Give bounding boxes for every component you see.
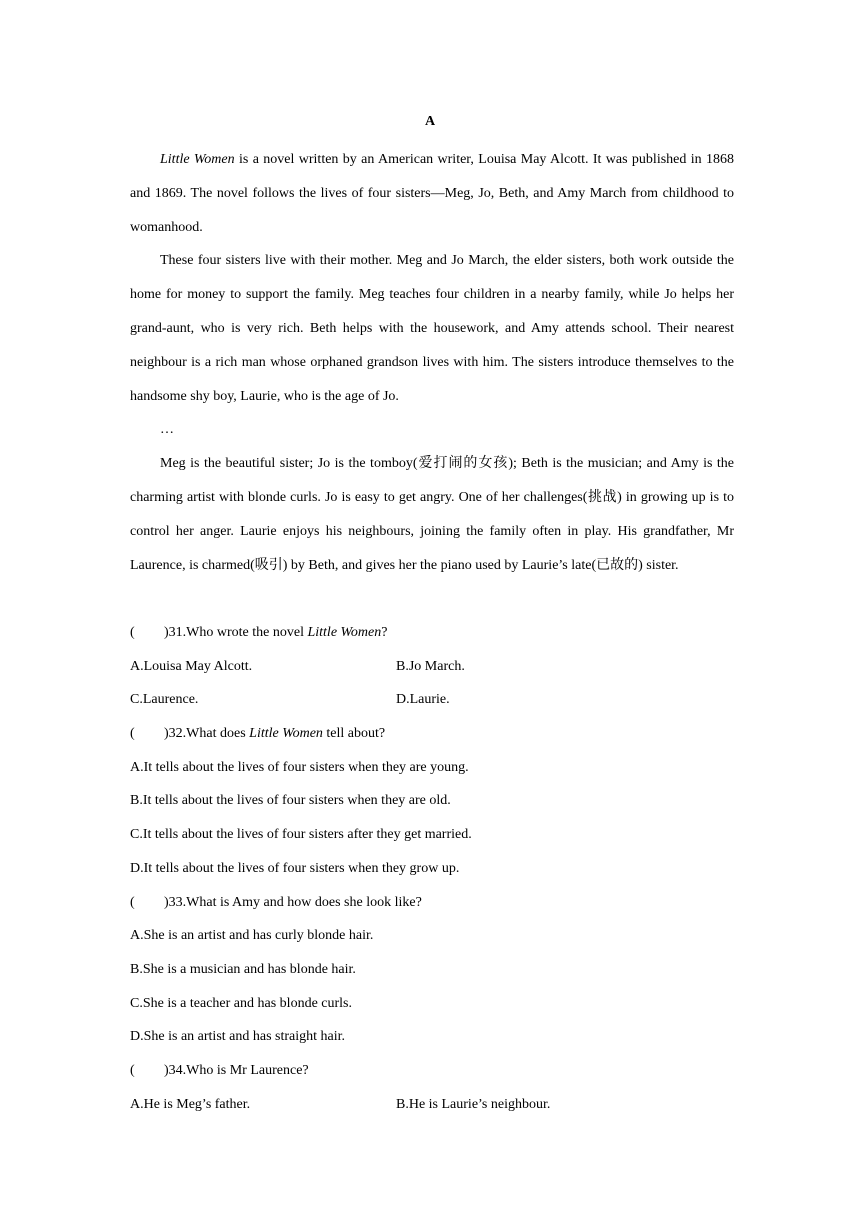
q32-option-c: C.It tells about the lives of four sisters after they get married. [130,827,472,843]
answer-bracket-open: ( [130,726,135,742]
question-31-options-ab [130,650,734,684]
question-32-title: Little Women [249,726,323,742]
q33-option-b: B.She is a musician and has blonde hair. [130,961,356,977]
question-32 [130,717,734,751]
q33-option-a: A.She is an artist and has curly blonde hair. [130,928,374,944]
passage-paragraph-2: These four sisters live with their mother. Meg and Jo March, the elder sisters, both work outside the home for money to support the family. Meg teaches four children in a nearby family, while Jo helps her grand-aunt, who is very rich. Beth helps with the housework, and Amy attends school. Their nearest neighbour is a rich man whose orphaned grandson lives with him. The sisters introduce themselves to the handsome shy boy, Laurie, who is the age of Jo. [130,253,734,404]
q32-option-d: D.It tells about the lives of four sisters when they grow up. [130,860,460,876]
question-31-suffix: ? [381,625,388,640]
q31-option-d: D.Laurie. [396,692,450,708]
paragraph-1-text: is a novel written by an American writer, Louisa May Alcott. It was published in 1868 and 1869. The novel follows the lives of four sisters—Meg, Jo, Beth, and Amy March from childhood to womanhood. [130,152,734,235]
question-31-text: 31.Who wrote the novel [168,625,308,640]
passage-ellipsis: … [160,422,174,438]
q33-option-d: D.She is an artist and has straight hair. [130,1029,346,1045]
question-33 [130,886,734,920]
question-34-options-ab [130,1088,734,1122]
question-31 [130,616,734,650]
answer-bracket-open: ( [130,625,135,640]
passage-paragraph-3: Meg is the beautiful sister; Jo is the tomboy(爱打闹的女孩); Beth is the musician; and Amy is the charming artist with blonde curls. Jo is easy to get angry. One of her challenges(挑战) in growing up is to control her anger. Laurie enjoys his neighbours, joining the family often in play. His grandfather, Mr Laurence, is charmed(吸引) by Beth, and gives her the piano used by Laurie’s late(已故的) sister. [130,456,734,573]
answer-bracket-close: ) [164,726,169,742]
question-list [130,616,734,1121]
novel-title: Little Women [160,152,235,167]
answer-bracket-close: ) [164,894,169,910]
question-33-text: 33.What is Amy and how does she look like? [168,894,422,910]
answer-bracket-open: ( [130,894,135,910]
q31-option-c: C.Laurence. [130,692,199,708]
question-34 [130,1054,734,1088]
question-31-title: Little Women [307,625,382,640]
question-32-suffix: tell about? [322,726,386,742]
passage-paragraph-1 [130,143,734,244]
section-title: A [424,114,436,129]
q34-option-a: A.He is Meg’s father. [130,1096,251,1112]
q34-option-b: B.He is Laurie’s neighbour. [396,1096,551,1112]
answer-bracket-close: ) [164,1062,169,1078]
question-32-text: 32.What does [168,726,250,742]
q31-option-b: B.Jo March. [396,658,465,674]
reading-passage [130,143,734,583]
question-34-text: 34.Who is Mr Laurence? [168,1062,309,1078]
q32-option-b: B.It tells about the lives of four sisters when they are old. [130,793,451,809]
question-31-options-cd [130,683,734,717]
answer-bracket-open: ( [130,1062,135,1078]
answer-bracket-close: ) [164,625,169,640]
q31-option-a: A.Louisa May Alcott. [130,658,253,674]
q32-option-a: A.It tells about the lives of four sisters when they are young. [130,759,469,775]
q33-option-c: C.She is a teacher and has blonde curls. [130,995,352,1011]
